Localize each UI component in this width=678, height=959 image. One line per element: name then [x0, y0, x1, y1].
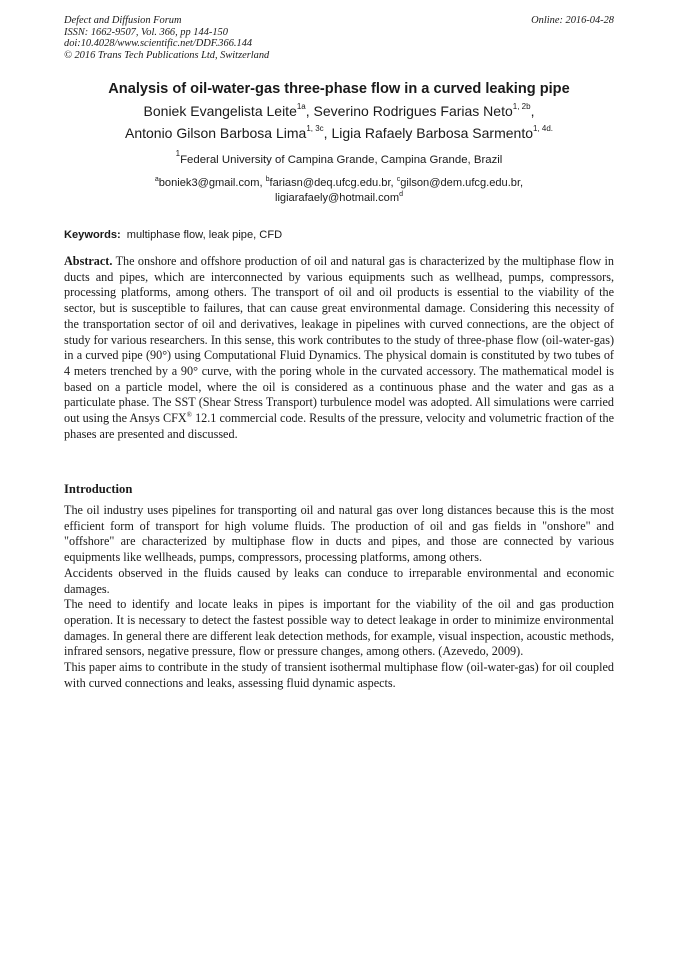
journal-header	[64, 15, 614, 61]
author-list	[40, 100, 638, 144]
affiliation-sup: 1	[175, 149, 181, 158]
email-sup: d	[399, 191, 403, 198]
keywords-label: Keywords:	[64, 229, 121, 241]
paper-title: Analysis of oil-water-gas three-phase flow in a curved leaking pipe	[108, 81, 570, 97]
author-affil-sup: 1, 2b	[512, 102, 531, 111]
introduction-body	[64, 503, 614, 691]
author-name: Ligia Rafaely Barbosa Sarmento	[331, 125, 533, 141]
author-emails	[60, 176, 618, 206]
keywords-line	[64, 228, 614, 242]
abstract-label: Abstract.	[64, 254, 113, 268]
paragraph: The oil industry uses pipelines for transporting oil and natural gas over long distances because this is the most efficient form of transport for high volume fluids. The production of oil and gas fields in "onshore" and "offshore" are characterized by multiphase flow in ducts and pipes, and those are connected by various equipments like wellheads, pumps, compressors, processing platforms, among others.	[64, 503, 614, 565]
email-sup: c	[396, 176, 401, 183]
email-link[interactable]: ligiarafaely@hotmail.com	[274, 192, 400, 204]
abstract	[64, 254, 614, 442]
paragraph: Accidents observed in the fluids caused by leaks can conduce to irreparable environmental and economic damages.	[64, 565, 614, 596]
email-link[interactable]: fariasn@deq.ufcg.edu.br,	[269, 177, 397, 189]
journal-name: Defect and Diffusion Forum	[64, 15, 182, 26]
email-sup: a	[154, 176, 159, 183]
paragraph: This paper aims to contribute in the study of transient isothermal multiphase flow (oil-water-gas) for oil coupled with curved connections and leaks, assessing fluid dynamic aspects.	[64, 660, 614, 690]
section-heading-introduction: Introduction	[64, 482, 133, 496]
email-sup: b	[265, 176, 270, 183]
affiliation	[40, 149, 638, 167]
author-name: Severino Rodrigues Farias Neto	[313, 103, 513, 119]
journal-copyright: © 2016 Trans Tech Publications Ltd, Switzerland	[64, 49, 270, 61]
abstract-text: The onshore and offshore production of oil and natural gas is characterized by the multiphase flow in ducts and pipes, which are interconnected by various equipments such as wellhead, pumps, compressors, processing platforms, among others. The transport of oil and oil products is essential to the viability of the sector, but is susceptible to failures, that can cause great environmental damage. Considering this necessity of the transportation sector of oil and derivatives, leakage in pipelines with curved connections, are the object of study for various researchers. In this sense, this work contributes to the study of three-phase flow (oil-water-gas) in a curved pipe (90°) using Computational Fluid Dynamics. The physical domain is constituted by two tubes of 4 meters trenched by a 90° curve, with the poring whole in the curvated accessory. The mathematical model is based on a particle model, where the oil is considered as a continuous phase and the water and gas as a particulate phase. The SST (Shear Stress Transport) turbulence model was adopted. All simulations were carried out using the Ansys CFX	[64, 254, 615, 426]
email-link[interactable]: gilson@dem.ufcg.edu.br,	[400, 177, 524, 189]
author-affil-sup: 1a	[296, 102, 306, 111]
author-affil-sup: 1, 3c	[306, 124, 324, 133]
journal-info	[64, 15, 269, 61]
registered-mark: ®	[186, 411, 192, 420]
author-name: Boniek Evangelista Leite	[143, 103, 297, 119]
online-date: Online: 2016-04-28	[531, 15, 614, 26]
author-name: Antonio Gilson Barbosa Lima	[124, 125, 307, 141]
author-affil-sup: 1, 4d.	[533, 124, 554, 133]
abstract-text-end: 12.1 commercial code. Results of the pressure, velocity and volumetric fraction of the phases are presented and discussed.	[64, 411, 614, 441]
author-separator: ,	[305, 103, 314, 119]
journal-issn: ISSN: 1662-9507, Vol. 366, pp 144-150	[64, 26, 228, 38]
email-link[interactable]: boniek3@gmail.com,	[158, 177, 266, 189]
paragraph: The need to identify and locate leaks in pipes is important for the viability of the oil and gas production operation. It is necessary to detect the fastest possible way to detect leakage in order to minimize environmental damages. In general there are different leak detection methods, for example, visual inspection, acoustic methods, infrared sensors, negative pressure, flow or pressure changes, among others. (Azevedo, 2009).	[64, 597, 614, 659]
keywords-text: multiphase flow, leak pipe, CFD	[126, 229, 283, 241]
author-separator: ,	[530, 103, 535, 119]
author-separator: ,	[323, 125, 332, 141]
journal-doi[interactable]: doi:10.4028/www.scientific.net/DDF.366.144	[64, 38, 253, 50]
affiliation-text: Federal University of Campina Grande, Campina Grande, Brazil	[180, 154, 503, 166]
